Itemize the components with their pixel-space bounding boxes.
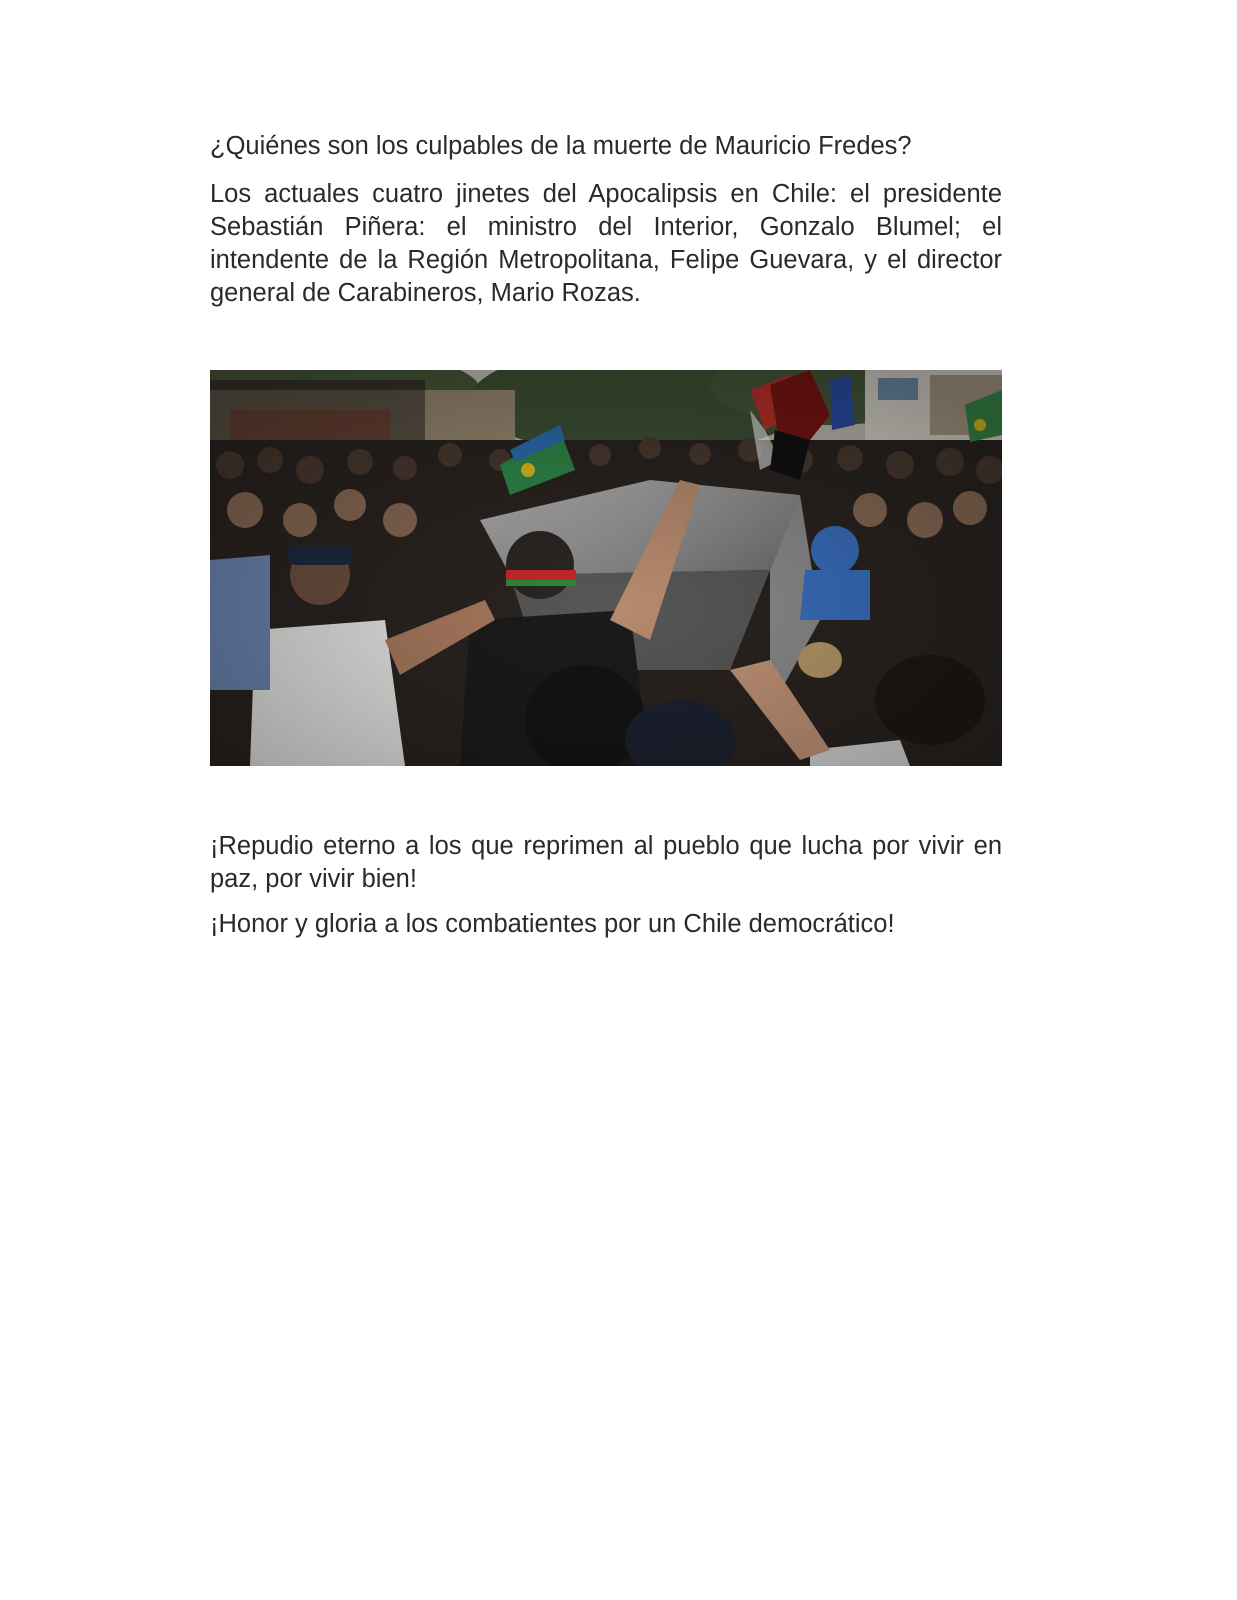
- answer-paragraph: Los actuales cuatro jinetes del Apocalipsis en Chile: el presidente Sebastián Piñera: el ministro del Interior, Gonzalo Blumel; el intendente de la Región Metropolitana, Felipe Guevara, y el director general de Carabineros, Mario Rozas.: [210, 180, 1002, 307]
- question-heading: ¿Quiénes son los culpables de la muerte de Mauricio Fredes?: [210, 132, 912, 160]
- crowd-photo: [210, 370, 1002, 766]
- honor-paragraph: ¡Honor y gloria a los combatientes por un Chile democrático!: [210, 910, 895, 938]
- crowd-photo-illustration: [210, 370, 1002, 766]
- repudio-paragraph: ¡Repudio eterno a los que reprimen al pueblo que lucha por vivir en paz, por vivir bien!: [210, 832, 1002, 893]
